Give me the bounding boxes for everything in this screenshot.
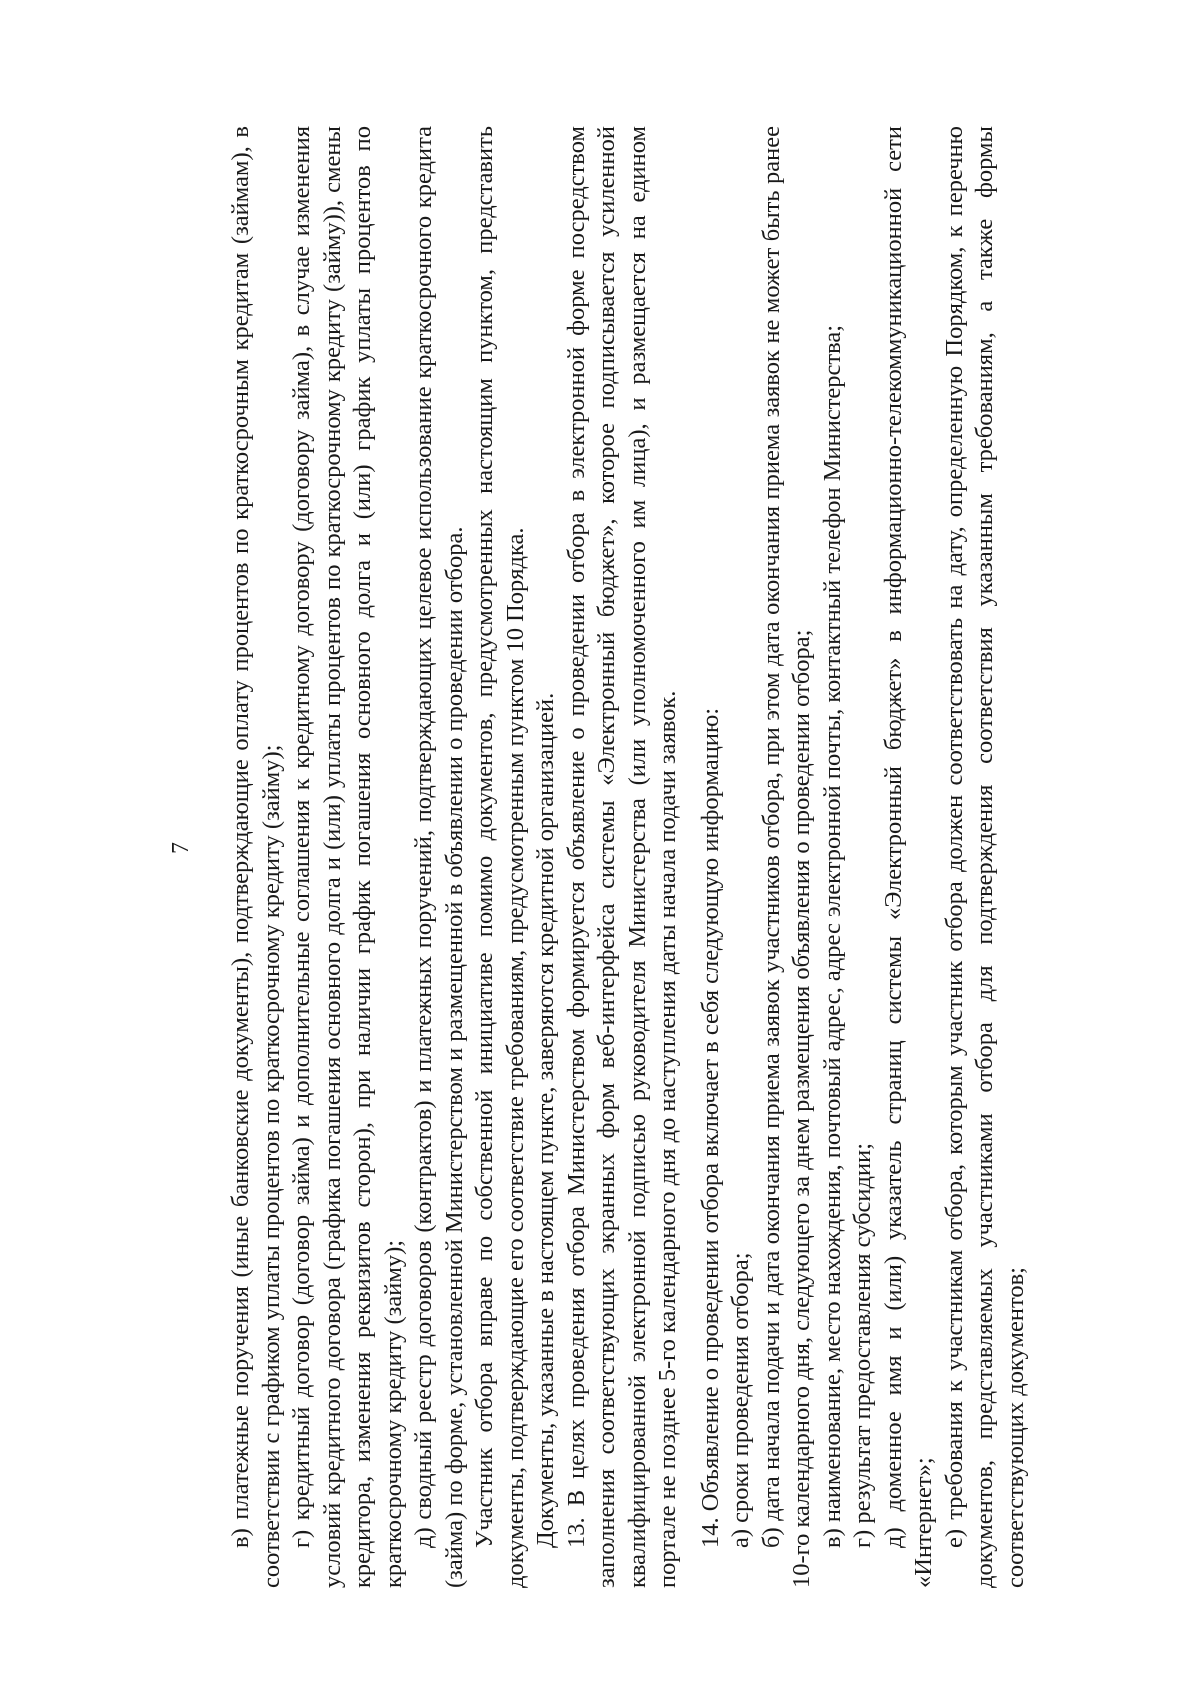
paragraph-14e: е) требования к участникам отбора, которым участник отбора должен соответствовать на дату, определенную Порядком, к перечню документов, представляемых участниками отбора для подтверждения соответствия указанным требованиям, а также формы соответствующих документов; bbox=[940, 126, 1029, 1588]
paragraph-14: 14. Объявление о проведении отбора включает в себя следующую информацию: bbox=[696, 707, 724, 1548]
paragraph-14b: б) дата начала подачи и дата окончания приема заявок участников отбора, при этом дата окончания приема заявок не может быть ранее 10-го календарного дня, следующего за днем размещения объявления о проведении отбора; bbox=[757, 126, 815, 1588]
page-number: 7 bbox=[168, 842, 194, 854]
paragraph-13: 13. В целях проведения отбора Министерством формируется объявление о проведении отбора в электронной форме посредством заполнения соответствующих экранных форм веб-интерфейса системы «Электронный бюджет», которое подписывается усиленной квалифицированной электронной подписью руководителя Министерства (или уполномоченного им лица), и размещается на едином портале не позднее 5-го календарного дня до наступления даты начала подачи заявок. bbox=[562, 126, 681, 1588]
paragraph-12v: в) платежные поручения (иные банковские документы), подтверждающие оплату процентов по краткосрочным кредитам (займам), в соответствии с графиком уплаты процентов по краткосрочному кредиту (займу); bbox=[227, 126, 285, 1588]
paragraph-certified: Документы, указанные в настоящем пункте, заверяются кредитной организацией. bbox=[532, 692, 559, 1548]
paragraph-14g: г) результат предоставления субсидии; bbox=[849, 1142, 876, 1548]
paragraph-14d: д) доменное имя и (или) указатель страниц системы «Электронный бюджет» в информационно-телекоммуникационной сети «Интернет»; bbox=[879, 126, 937, 1588]
paragraph-14v: в) наименование, место нахождения, почтовый адрес, адрес электронной почты, контактный телефон Министерства; bbox=[818, 324, 846, 1548]
document-body bbox=[226, 126, 1031, 1588]
rotated-document-page bbox=[160, 78, 1040, 1618]
paragraph-14a: а) сроки проведения отбора; bbox=[727, 1252, 754, 1548]
paragraph-12d: д) сводный реестр договоров (контрактов) и платежных поручений, подтверждающих целевое использование краткосрочного кредита (займа) по форме, установленной Министерством и размещенной в объявлении о проведении отбора. bbox=[410, 126, 468, 1588]
paragraph-12g: г) кредитный договор (договор займа) и дополнительные соглашения к кредитному договору (договору займа), в случае изменения условий кредитного договора (графика погашения основного долга и (или) уплаты процентов по краткосрочному кредиту (займу)), смены кредитора, изменения реквизитов сторон), при наличии график погашения основного долга и (или) график уплаты процентов по краткосрочному кредиту (займу); bbox=[288, 126, 407, 1588]
paragraph-own-initiative: Участник отбора вправе по собственной инициативе помимо документов, предусмотренных настоящим пунктом, представить документы, подтверждающие его соответствие требованиям, предусмотренным пунктом 10 Порядка. bbox=[471, 126, 529, 1588]
